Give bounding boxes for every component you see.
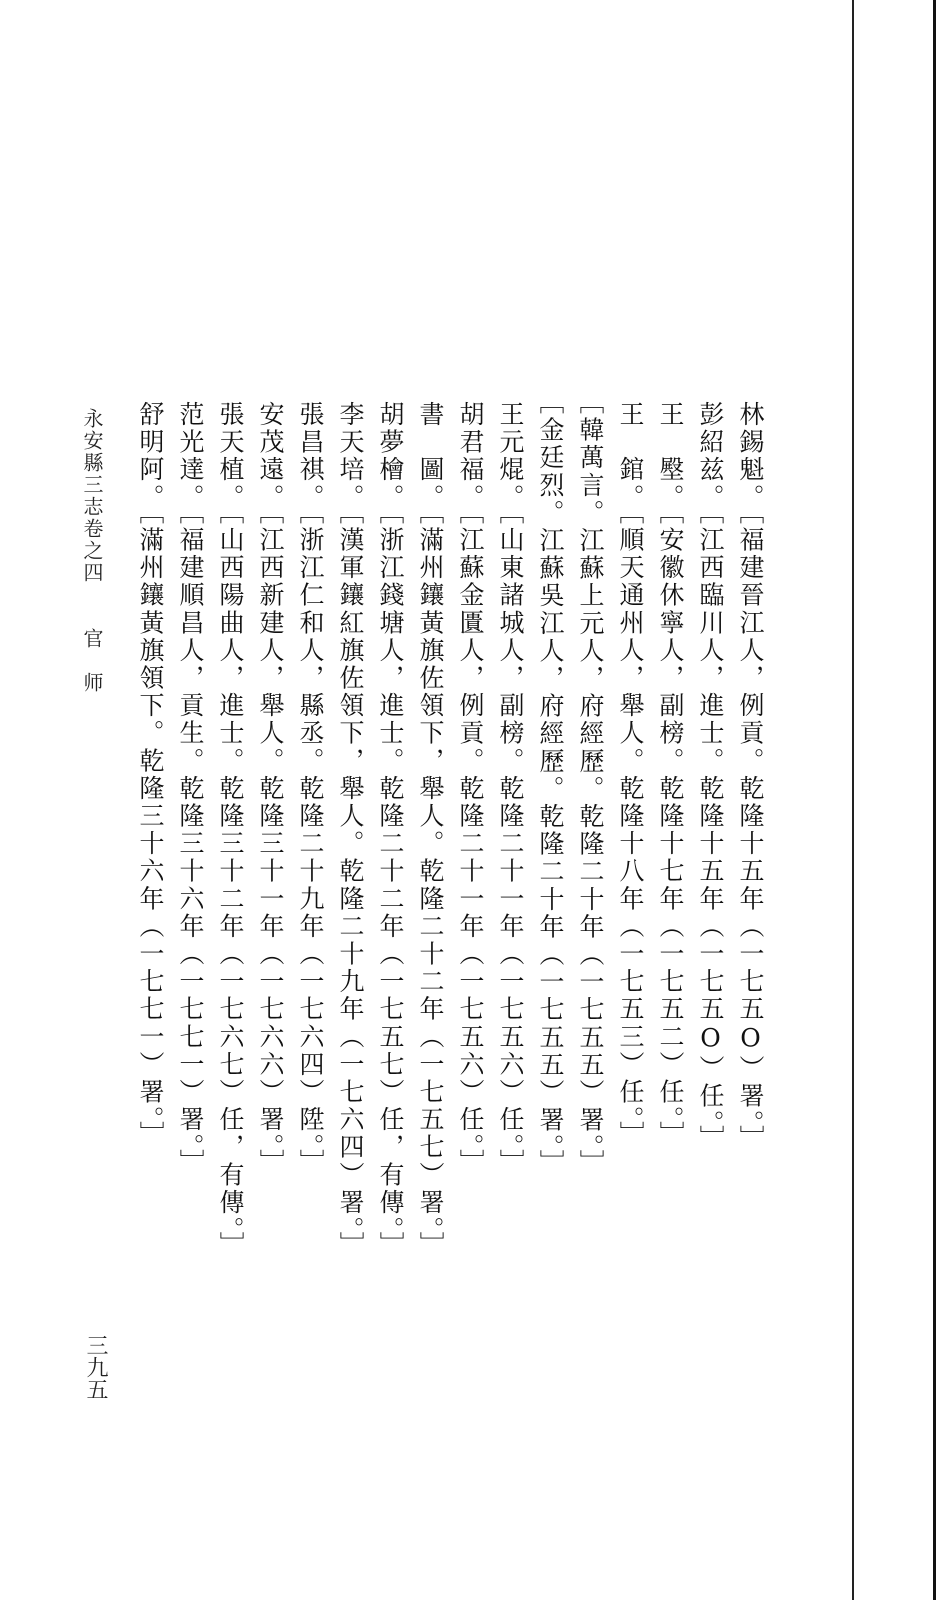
- entry-column: 范光達。［福建順昌人，貢生。乾隆三十六年（一七七一）署。］: [176, 401, 205, 1177]
- section-title: 官 师: [80, 628, 104, 694]
- header-spacer: [80, 584, 104, 628]
- entry-column: 彭紹兹。［江西臨川人，進士。乾隆十五年（一七五О）任。］: [696, 401, 725, 1153]
- entry-column: 張天植。［山西陽曲人，進士。乾隆三十二年（一七六七）任，有傳。］: [216, 401, 245, 1260]
- entry-column: 張昌祺。［浙江仁和人，縣丞。乾隆二十九年（一七六四）陞。］: [296, 401, 325, 1177]
- entry-column: 舒明阿。［滿州鑲黃旗領下。乾隆三十六年（一七七一）署。］: [136, 401, 165, 1149]
- entry-column: 王 錧。［順天通州人，舉人。乾隆十八年（一七五三）任。］: [616, 401, 645, 1149]
- book-title: 永安縣三志卷之四: [80, 408, 104, 584]
- entry-column: ［金廷烈。江蘇吳江人，府經歷。乾隆二十年（一七五五）署。］: [536, 389, 565, 1177]
- running-header: [82, 408, 102, 694]
- page-edge-line: [933, 0, 936, 1600]
- entry-column: 胡君福。［江蘇金匱人，例貢。乾隆二十一年（一七五六）任。］: [456, 401, 485, 1177]
- entry-column: 林錫魁。［福建晉江人，例貢。乾隆十五年（一七五О）署。］: [736, 401, 765, 1153]
- entry-column: 王元焜。［山東諸城人，副榜。乾隆二十一年（一七五六）任。］: [496, 401, 525, 1177]
- page-edge-line: [852, 0, 854, 1600]
- page-number: 三九五: [83, 1334, 108, 1400]
- entry-column: 李天培。［漢軍鑲紅旗佐領下，舉人。乾隆二十九年（一七六四）署。］: [336, 401, 365, 1260]
- entry-column: 王 壂。［安徽休寧人，副榜。乾隆十七年（一七五二）任。］: [656, 401, 685, 1149]
- entry-column: 胡夢檜。［浙江錢塘人，進士。乾隆二十二年（一七五七）任，有傳。］: [376, 401, 405, 1260]
- entry-column: 安茂遠。［江西新建人，舉人。乾隆三十一年（一七六六）署。］: [256, 401, 285, 1177]
- entry-column: 書 圖。［滿州鑲黃旗佐領下，舉人。乾隆二十二年（一七五七）署。］: [416, 401, 445, 1260]
- entry-column: ［韓萬言。江蘇上元人，府經歷。乾隆二十年（一七五五）署。］: [576, 389, 605, 1177]
